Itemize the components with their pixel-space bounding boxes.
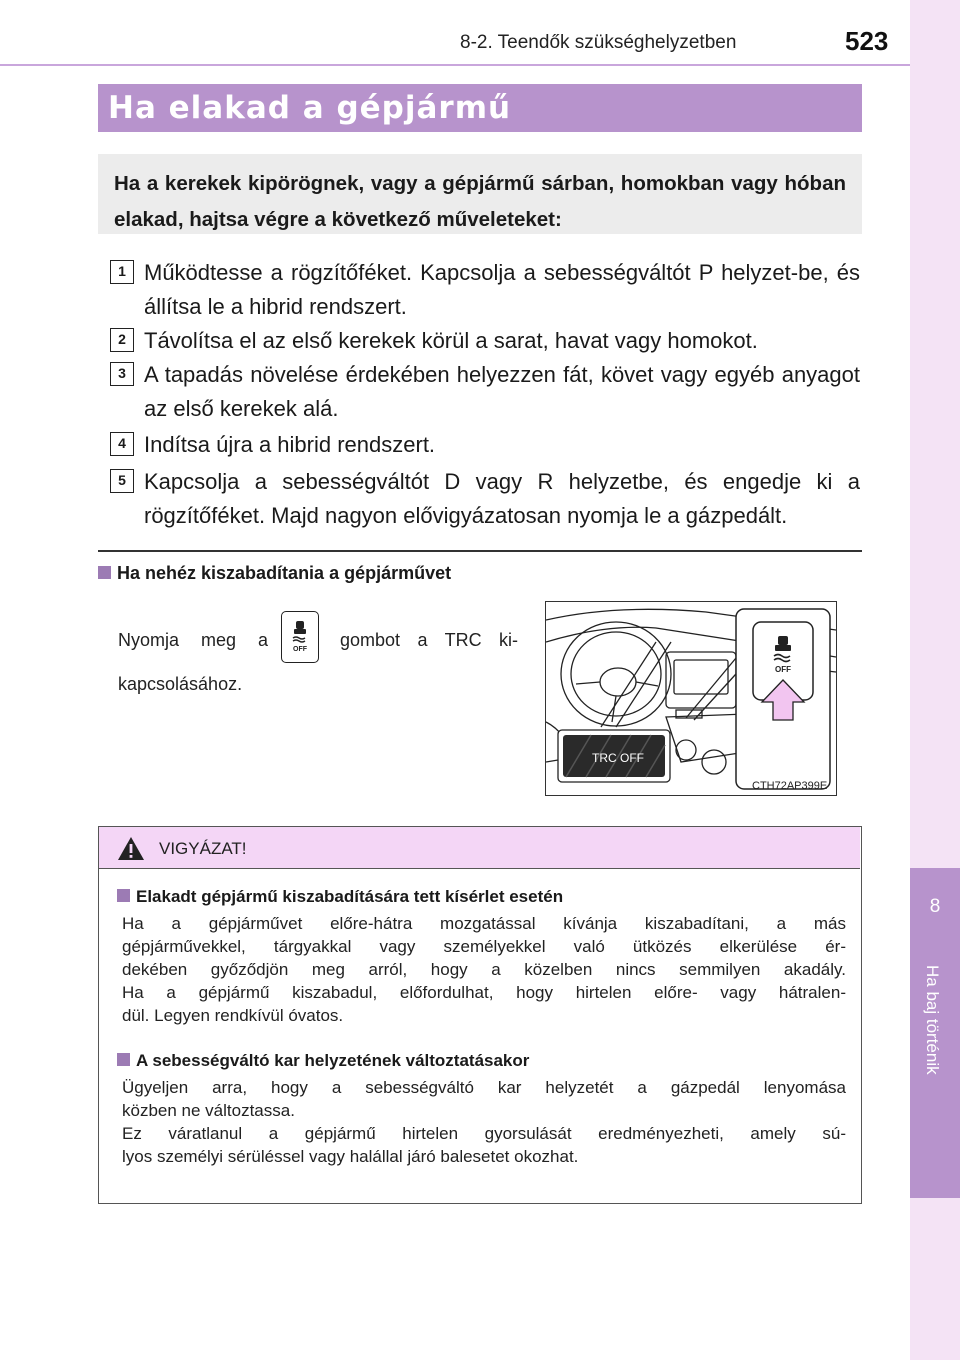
trc-off-icon — [281, 611, 319, 663]
caution-box — [98, 826, 862, 1204]
step-text: Működtesse a rögzítőféket. Kapcsolja a sebességváltót P helyzet-be, és állítsa le a hibrid rendszert. — [144, 260, 860, 319]
trc-switch-label: TRC OFF — [592, 751, 644, 765]
step-number: 3 — [110, 362, 134, 386]
square-bullet-icon — [98, 566, 111, 579]
intro-box: Ha a kerekek kipörögnek, vagy a gépjármű sárban, homokban vagy hóban elakad, hajtsa végre a következő műveleteket: — [98, 154, 862, 234]
caution-item-body: Ha a gépjárművet előre-hátra mozgatással kívánja kiszabadítani, a más gépjárművekkel, tárgyakkal vagy személyekkel való ütközés elkerülése ér- dekében győződjön meg arról, hogy a közelben nincs semmilyen akadály. Ha a gépjármű kiszabadul, előfordulhat, hogy hirtelen előre- vagy hátralen- dül. Legyen rendkívül óvatos. — [122, 914, 846, 1025]
step-text: Indítsa újra a hibrid rendszert. — [144, 432, 436, 457]
callout-off-label: OFF — [775, 665, 791, 674]
step-number: 4 — [110, 432, 134, 456]
chapter-number: 8 — [929, 896, 941, 917]
step-5 — [110, 465, 860, 533]
step-4 — [110, 428, 860, 462]
step-text: A tapadás növelése érdekében helyezzen fát, követ vagy egyéb anyagot az első kerekek alá. — [144, 362, 860, 421]
step-3 — [110, 358, 860, 426]
step-1 — [110, 256, 860, 324]
chapter-label: Ha baj történik — [923, 965, 942, 1075]
page-number: 523 — [845, 26, 889, 56]
trc-button-label: OFF — [293, 646, 307, 653]
trc-text-after: gombot a TRC ki- — [340, 630, 518, 650]
caution-item-heading: A sebességváltó kar helyzetének változtatásakor — [117, 1051, 529, 1071]
step-2 — [110, 324, 860, 358]
step-number: 5 — [110, 469, 134, 493]
step-number: 1 — [110, 260, 134, 284]
square-bullet-icon — [117, 1053, 130, 1066]
running-header-section: 8-2. Teendők szükséghelyzetben — [460, 32, 737, 53]
trc-text-before: Nyomja meg a — [118, 630, 268, 650]
caution-title: VIGYÁZAT! — [159, 839, 247, 858]
step-text: Távolítsa el az első kerekek körül a sarat, havat vagy homokot. — [144, 328, 758, 353]
step-text: Kapcsolja a sebességváltót D vagy R helyzetbe, és engedje ki a rögzítőféket. Majd nagyon elővigyázatosan nyomja le a gázpedált. — [144, 469, 860, 528]
section-rule — [98, 550, 862, 552]
subsection-heading: Ha nehéz kiszabadítania a gépjárművet — [98, 563, 451, 584]
caution-header — [99, 827, 860, 869]
dashboard-illustration — [545, 601, 837, 796]
caution-item-body: Ügyeljen arra, hogy a sebességváltó kar helyzetét a gázpedál lenyomása közben ne változtassa. Ez váratlanul a gépjármű hirtelen gyorsulását eredményezheti, amely sú- lyos személyi sérüléssel vagy halállal járó balesetet okozhat. — [122, 1078, 846, 1166]
trc-instruction-line2: kapcsolásához. — [118, 674, 243, 694]
section-title: Ha elakad a gépjármű — [108, 90, 512, 126]
warning-triangle-icon — [117, 836, 145, 861]
square-bullet-icon — [117, 889, 130, 902]
header-rule — [0, 64, 910, 66]
figure-code: CTH72AP399E — [752, 780, 828, 792]
step-number: 2 — [110, 328, 134, 352]
caution-item-heading: Elakadt gépjármű kiszabadítására tett kísérlet esetén — [117, 887, 563, 907]
section-title-bar — [98, 84, 862, 132]
